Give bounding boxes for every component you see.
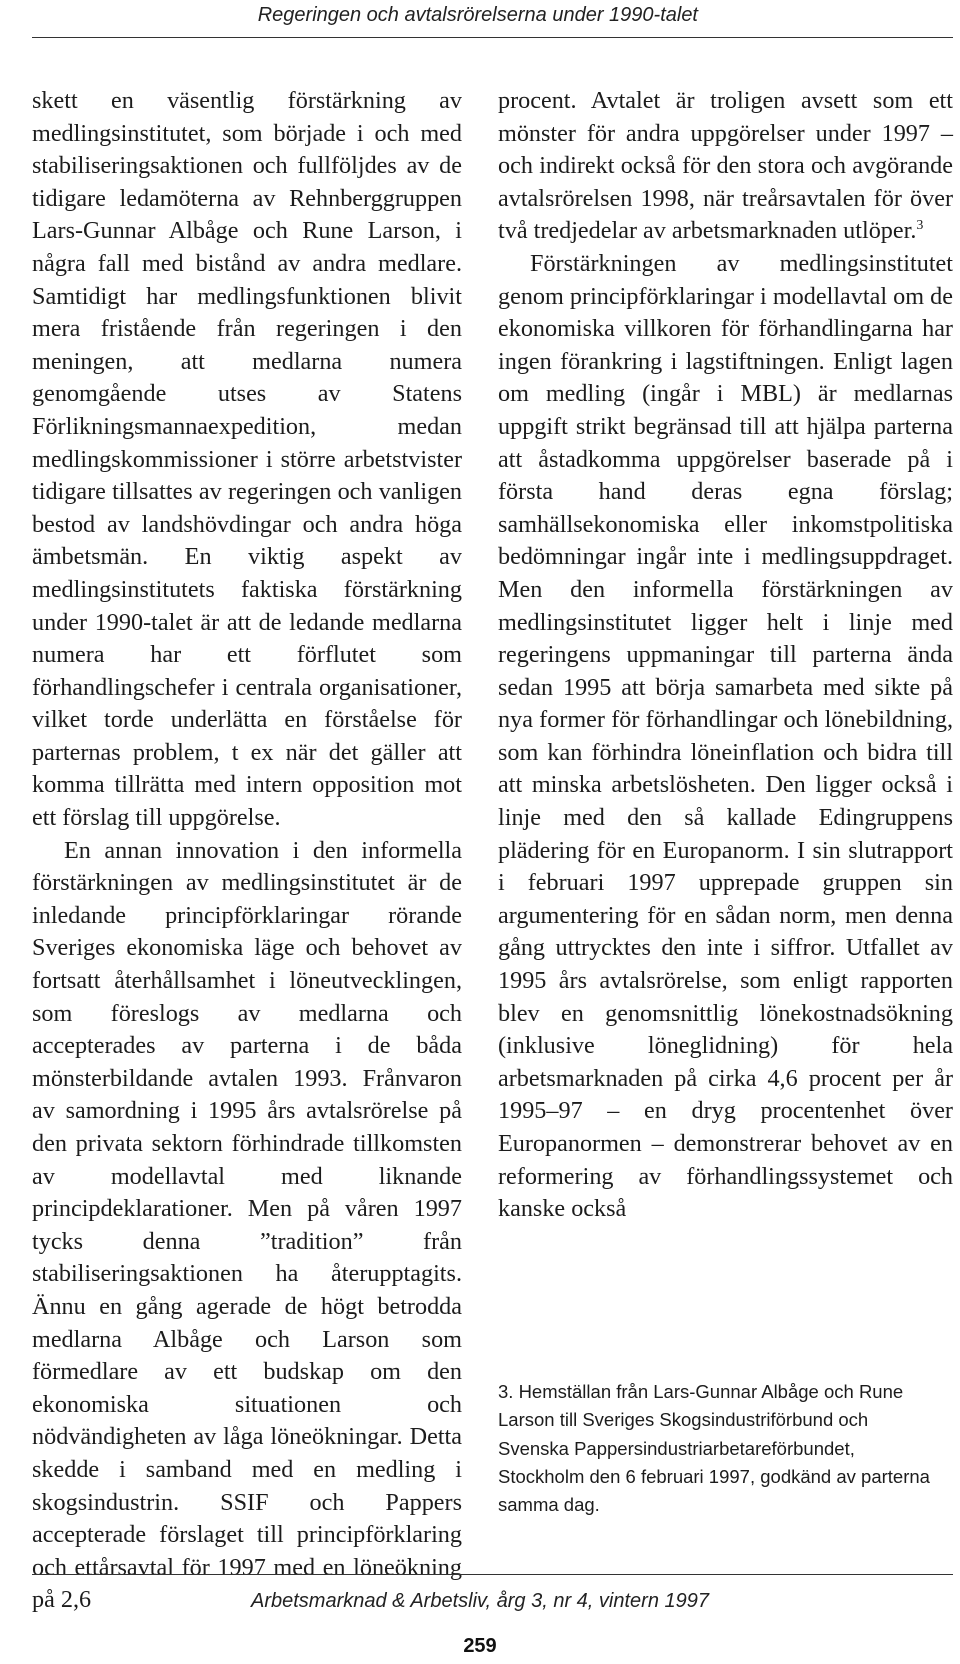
footnote: 3. Hemställan från Lars-Gunnar Albåge och Rune Larson till Sveriges Skogsindustriförbund och Svenska Pappersindustriarbetareförbundet, Stockholm den 6 februari 1997, godkänd av parterna samma dag. bbox=[498, 1381, 930, 1516]
header-rule bbox=[32, 37, 953, 38]
right-paragraph-1-text: procent. Avtalet är troligen avsett som ett mönster för andra uppgörelser under 1997 – och indirekt också för den stora och avgörande avtalsrörelsen 1998, när treårsavtalen för över två tredjedelar av arbetsmarknaden utlöper. bbox=[498, 87, 953, 245]
footer-rule bbox=[32, 1574, 953, 1575]
right-column bbox=[498, 85, 953, 1226]
left-paragraph-2: En annan innovation i den informella förstärkningen av medlingsinstitutet är de inledande principförklaringar rörande Sveriges ekonomiska läge och behovet av fortsatt återhållsamhet i löneutvecklingen, som föreslogs av medlarna och accepterades av parterna i de båda mönsterbildande avtalen 1993. Frånvaron av samordning i 1995 års avtalsrörelse på den privata sektorn förhindrade tillkomsten av modellavtal med liknande principdeklarationer. Men på våren 1997 tycks denna ”tradition” från stabiliseringsaktionen ha återupptagits. Ännu en gång agerade de högt betrodda medlarna Albåge och Larson som förmedlare av ett budskap om den ekonomiska situationen och nödvändigheten av låga löneökningar. Detta skedde i samband med en medling i skogsindustrin. SSIF och Pappers accepterade förslaget till principförklaring och ettårsavtal för 1997 med en löneökning på 2,6 bbox=[32, 836, 462, 1614]
footnote-reference: 3 bbox=[916, 218, 924, 234]
right-paragraph-1 bbox=[498, 85, 953, 248]
page-number: 259 bbox=[463, 1635, 497, 1657]
running-footer: Arbetsmarknad & Arbetsliv, årg 3, nr 4, vintern 1997 bbox=[251, 1590, 709, 1612]
left-paragraph-1: skett en väsentlig förstärkning av medlingsinstitutet, som började i och med stabiliseringsaktionen och fullföljdes av de tidigare ledamöterna av Rehnberggruppen Lars-Gunnar Albåge och Rune Larson, i några fall med bistånd av andra medlare. Samtidigt har medlingsfunktionen blivit mera fristående från regeringen i den meningen, att medlarna numera genomgående utses av Statens Förlikningsmannaexpedition, medan medlingskommissioner i större arbetstvister tidigare tillsattes av regeringen och vanligen bestod av landshövdingar och andra höga ämbetsmän. En viktig aspekt av medlingsinstitutets faktiska förstärkning under 1990-talet är att de ledande medlarna numera har ett förflutet som förhandlingschefer i centrala organisationer, vilket torde underlätta en förståelse för parternas problem, t ex när det gäller att komma tillrätta med intern opposition mot ett förslag till uppgörelse. bbox=[32, 87, 462, 832]
left-column bbox=[32, 85, 462, 1617]
running-header: Regeringen och avtalsrörelserna under 1990-talet bbox=[257, 4, 698, 26]
right-paragraph-2: Förstärkningen av medlingsinstitutet genom principförklaringar i modellavtal om de ekonomiska villkoren för förhandlingarna har ingen förankring i lagstiftningen. Enligt lagen om medling (ingår i MBL) är medlarnas uppgift strikt begränsad till att hjälpa parterna att åstadkomma uppgörelser baserade på i första hand deras egna förslag; samhällsekonomiska eller inkomstpolitiska bedömningar ingår inte i medlingsuppdraget. Men den informella förstärkningen av medlingsinstitutet ligger helt i linje med regeringens uppmaningar till parterna ända sedan 1995 att börja samarbeta med sikte på nya former för förhandlingar och lönebildning, som kan förhindra löneinflation och bidra till att minska arbetslösheten. Den ligger också i linje med den så kallade Edingruppens plädering för en Europanorm. I sin slutrapport i februari 1997 upprepade gruppen sin argumentering för en sådan norm, men denna gång uttrycktes den inte i siffror. Utfallet av 1995 års avtalsrörelse, som enligt rapporten blev en genomsnittlig lönekostnadsökning (inklusive löneglidning) för hela arbetsmarknaden på cirka 4,6 procent per år 1995–97 – en dryg procentenhet över Europanormen – demonstrerar behovet av en reformering av förhandlingssystemet och kanske också bbox=[498, 249, 953, 1223]
